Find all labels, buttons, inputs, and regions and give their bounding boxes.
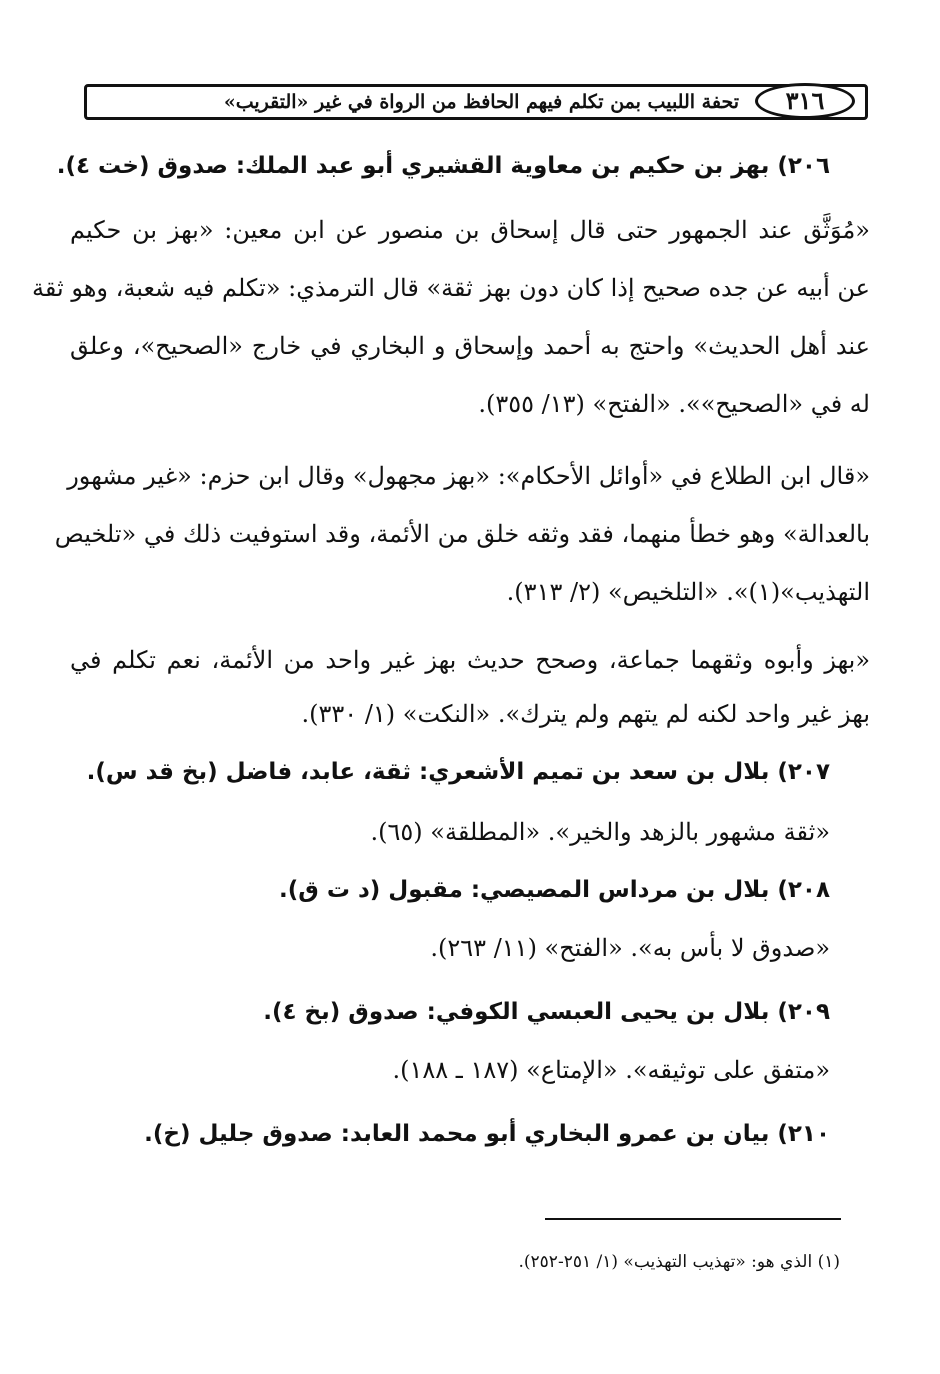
paragraph-line: بالعدالة» وهو خطأ منهما، فقد وثقه خلق من الأئمة، وقد استوفيت ذلك في «تلخيص [54,520,870,548]
paragraph-line: بهز غير واحد لكنه لم يتهم ولم يترك». «النكت» (١/ ٣٣٠). [301,700,870,728]
paragraph-line: التهذيب»(١)». «التلخيص» (٢/ ٣١٣). [506,578,870,606]
footnote: (١) الذي هو: «تهذيب التهذيب» (١/ ٢٥١-٢٥٢). [518,1252,840,1272]
entry-206: ٢٠٦) بهز بن حكيم بن معاوية القشيري أبو عبد الملك: صدوق (خت ٤). [56,153,830,179]
paragraph-line: «بهز وأبوه وثقهما جماعة، وصحح حديث بهز غير واحد من الأئمة، نعم تكلم في [70,646,870,674]
footnote-divider [545,1218,841,1220]
quote-208: «صدوق لا بأس به». «الفتح» (١١/ ٢٦٣). [430,934,830,962]
paragraph-line: له في «الصحيح»». «الفتح» (١٣/ ٣٥٥). [478,390,870,418]
paragraph-line: «مُوَثَّق عند الجمهور حتى قال إسحاق بن منصور عن ابن معين: «بهز بن حكيم [70,216,870,244]
running-title: تحفة اللبيب بمن تكلم فيهم الحافظ من الرواة في غير «التقريب» [223,91,739,113]
quote-209: «متفق على توثيقه». «الإمتاع» (١٨٧ ـ ١٨٨). [392,1056,830,1084]
page-number: ٣١٦ [755,83,855,119]
entry-209: ٢٠٩) بلال بن يحيى العبسي الكوفي: صدوق (بخ ٤). [263,999,830,1025]
paragraph-line: «قال ابن الطلاع في «أوائل الأحكام»: «بهز مجهول» وقال ابن حزم: «غير مشهور [67,462,870,490]
entry-207: ٢٠٧) بلال بن سعد بن تميم الأشعري: ثقة، عابد، فاضل (بخ قد س). [86,759,830,785]
entry-210: ٢١٠) بيان بن عمرو البخاري أبو محمد العابد: صدوق جليل (خ). [144,1121,830,1147]
page-header [84,84,868,120]
entry-208: ٢٠٨) بلال بن مرداس المصيصي: مقبول (د ت ق). [279,877,830,903]
paragraph-line: عن أبيه عن جده صحيح إذا كان دون بهز ثقة» قال الترمذي: «تكلم فيه شعبة، وهو ثقة [32,274,870,302]
paragraph-line: عند أهل الحديث» واحتج به أحمد وإسحاق و البخاري في خارج «الصحيح»، وعلق [70,332,870,360]
quote-207: «ثقة مشهور بالزهد والخير». «المطلقة» (٦٥). [370,818,830,846]
